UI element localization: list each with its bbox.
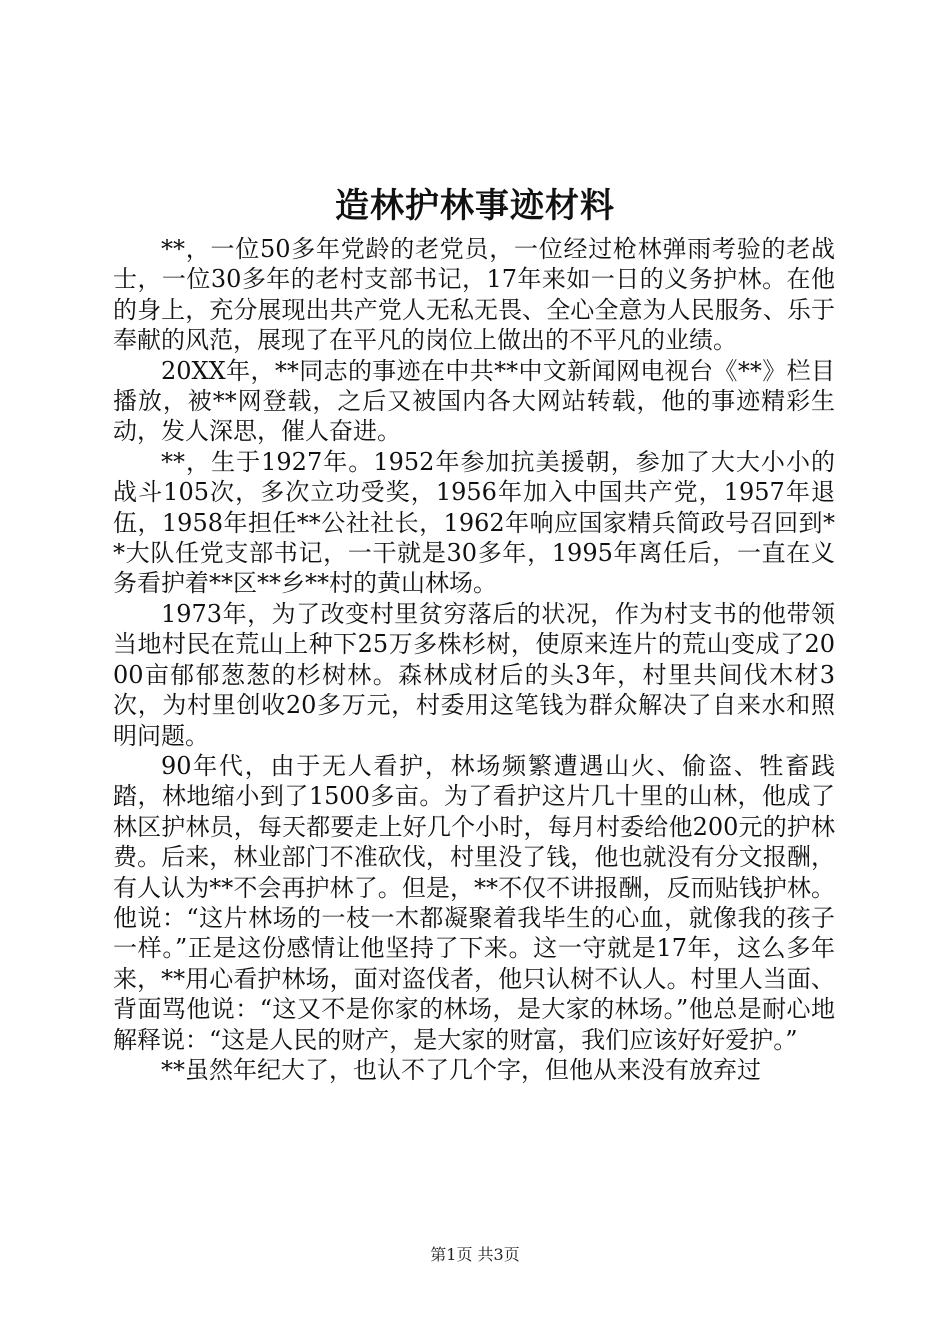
paragraph: 1973年，为了改变村里贫穷落后的状况，作为村支书的他带领当地村民在荒山上种下25万多株杉树，使原来连片的荒山变成了2000亩郁郁葱葱的杉树林。森林成材后的头3年，村里共间伐木材3次，为村里创收20多万元，村委用这笔钱为群众解决了自来水和照明问题。: [113, 599, 835, 750]
paragraph: **，生于1927年。1952年参加抗美援朝，参加了大大小小的战斗105次，多次立功受奖，1956年加入中国共产党，1957年退伍，1958年担任**公社社长，1962年响应国家精兵简政号召回到**大队任党支部书记，一干就是30多年，1995年离任后，一直在义务看护着**区**乡**村的黄山林场。: [113, 447, 835, 598]
paragraph: 90年代，由于无人看护，林场频繁遭遇山火、偷盗、牲畜践踏，林地缩小到了1500多亩。为了看护这片几十里的山林，他成了林区护林员，每天都要走上好几个小时，每月村委给他200元的护林费。后来，林业部门不准砍伐，村里没了钱，他也就没有分文报酬，有人认为**不会再护林了。但是，**不仅不讲报酬，反而贴钱护林。他说：“这片林场的一枝一木都凝聚着我毕生的心血，就像我的孩子一样。”正是这份感情让他坚持了下来。这一守就是17年，这么多年来，**用心看护林场，面对盗伐者，他只认树不认人。村里人当面、背面骂他说：“这又不是你家的林场，是大家的林场。”他总是耐心地解释说：“这是人民的财产，是大家的财富，我们应该好好爱护。”: [113, 751, 835, 1054]
paragraph: **，一位50多年党龄的老党员，一位经过枪林弹雨考验的老战士，一位30多年的老村支部书记，17年来如一日的义务护林。在他的身上，充分展现出共产党人无私无畏、全心全意为人民服务、乐于奉献的风范，展现了在平凡的岗位上做出的不平凡的业绩。: [113, 235, 835, 355]
paragraph: 20XX年，**同志的事迹在中共**中文新闻网电视台《**》栏目播放，被**网登载，之后又被国内各大网站转载，他的事迹精彩生动，发人深思，催人奋进。: [113, 356, 835, 446]
document-body: [113, 234, 835, 1085]
page-footer: 第1页 共3页: [430, 1245, 520, 1264]
document-title: 造林护林事迹材料: [335, 186, 615, 226]
paragraph: **虽然年纪大了，也认不了几个字，但他从来没有放弃过: [161, 1055, 761, 1084]
